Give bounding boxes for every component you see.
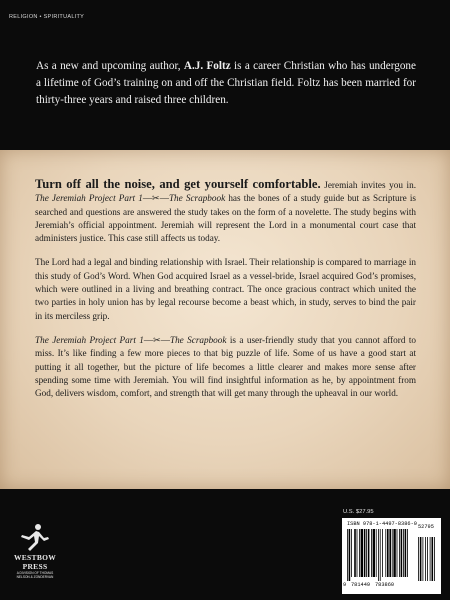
lead-sentence: Turn off all the noise, and get yourself comfortable. bbox=[35, 177, 321, 191]
scissors-icon: —✂— bbox=[143, 334, 170, 345]
ean-right-digits: 783860 bbox=[375, 582, 395, 588]
scissors-icon: —✂— bbox=[142, 193, 169, 204]
paragraph-3-text: is a user-friendly study that you cannot afford to miss. It’s like finding a few more pieces to that big puzzle of life. Some of us have a good start at putting it all together, but the picture of life becomes a little clearer and makes more sense after spending some time with Jeremiah. You will find insightful information as he, by appointment from God, delivers wisdom, comfort, and strength that will get many through the upheaval in our world. bbox=[35, 334, 416, 399]
author-bio bbox=[36, 58, 416, 109]
price-label: U.S. $27.95 bbox=[343, 509, 374, 515]
book-title-part-a: The Jeremiah Project Part 1 bbox=[35, 193, 143, 204]
paragraph-1-text-b: has the bones of a study guide but as Scripture is searched and questions are answered the study takes on the form of a novelette. The study begins with Jeremiah’s official appointment. Jeremiah will represent the Lord in a monumental court case that administers justice. This case still affects us today. bbox=[35, 193, 416, 244]
book-title-part-b: The Scrapbook bbox=[168, 193, 226, 204]
paragraph-2: The Lord had a legal and binding relationship with Israel. Their relationship is compared to marriage in this study of God’s Word. When God acquired Israel as a vessel-bride, Israel acquired God’s promises, which were outlined in a living and breathing contract. The once gracious contract which united the two parties in holy union has by legal recourse become a beast which, in study, serves to bind the pair in its merciless grip. bbox=[35, 257, 416, 321]
runner-icon bbox=[18, 522, 52, 552]
publisher-name: WESTBOW PRESS bbox=[13, 553, 57, 571]
category-label: RELIGION • SPIRITUALITY bbox=[9, 14, 85, 20]
paragraph-1-text-a: Jeremiah invites you in. bbox=[320, 180, 416, 190]
description-panel bbox=[0, 150, 450, 489]
bio-text-end: is a career Christian who has undergone a lifetime of God’s training on and off the Christian field. Foltz has been married for thirty-three years and raised three children. bbox=[36, 60, 416, 106]
price-add-on-digits: 52795 bbox=[418, 524, 434, 530]
description-text bbox=[35, 178, 416, 411]
publisher-logo bbox=[10, 522, 60, 579]
publisher-tagline: A DIVISION OF THOMAS NELSON & ZONDERVAN bbox=[16, 571, 54, 579]
paragraph-1 bbox=[35, 178, 416, 245]
barcode-icon bbox=[346, 529, 437, 581]
book-title-part-b: The Scrapbook bbox=[169, 334, 227, 345]
ean-first-digit: 9 bbox=[343, 582, 347, 588]
paragraph-3 bbox=[35, 334, 416, 400]
book-title-part-a: The Jeremiah Project Part 1 bbox=[35, 334, 144, 345]
barcode-panel bbox=[342, 518, 441, 594]
ean-left-digits: 781449 bbox=[351, 582, 371, 588]
isbn-label: ISBN 978-1-4497-8386-0 bbox=[347, 521, 417, 527]
bio-text-start: As a new and upcoming author, bbox=[36, 60, 184, 72]
author-name: A.J. Foltz bbox=[183, 60, 231, 72]
